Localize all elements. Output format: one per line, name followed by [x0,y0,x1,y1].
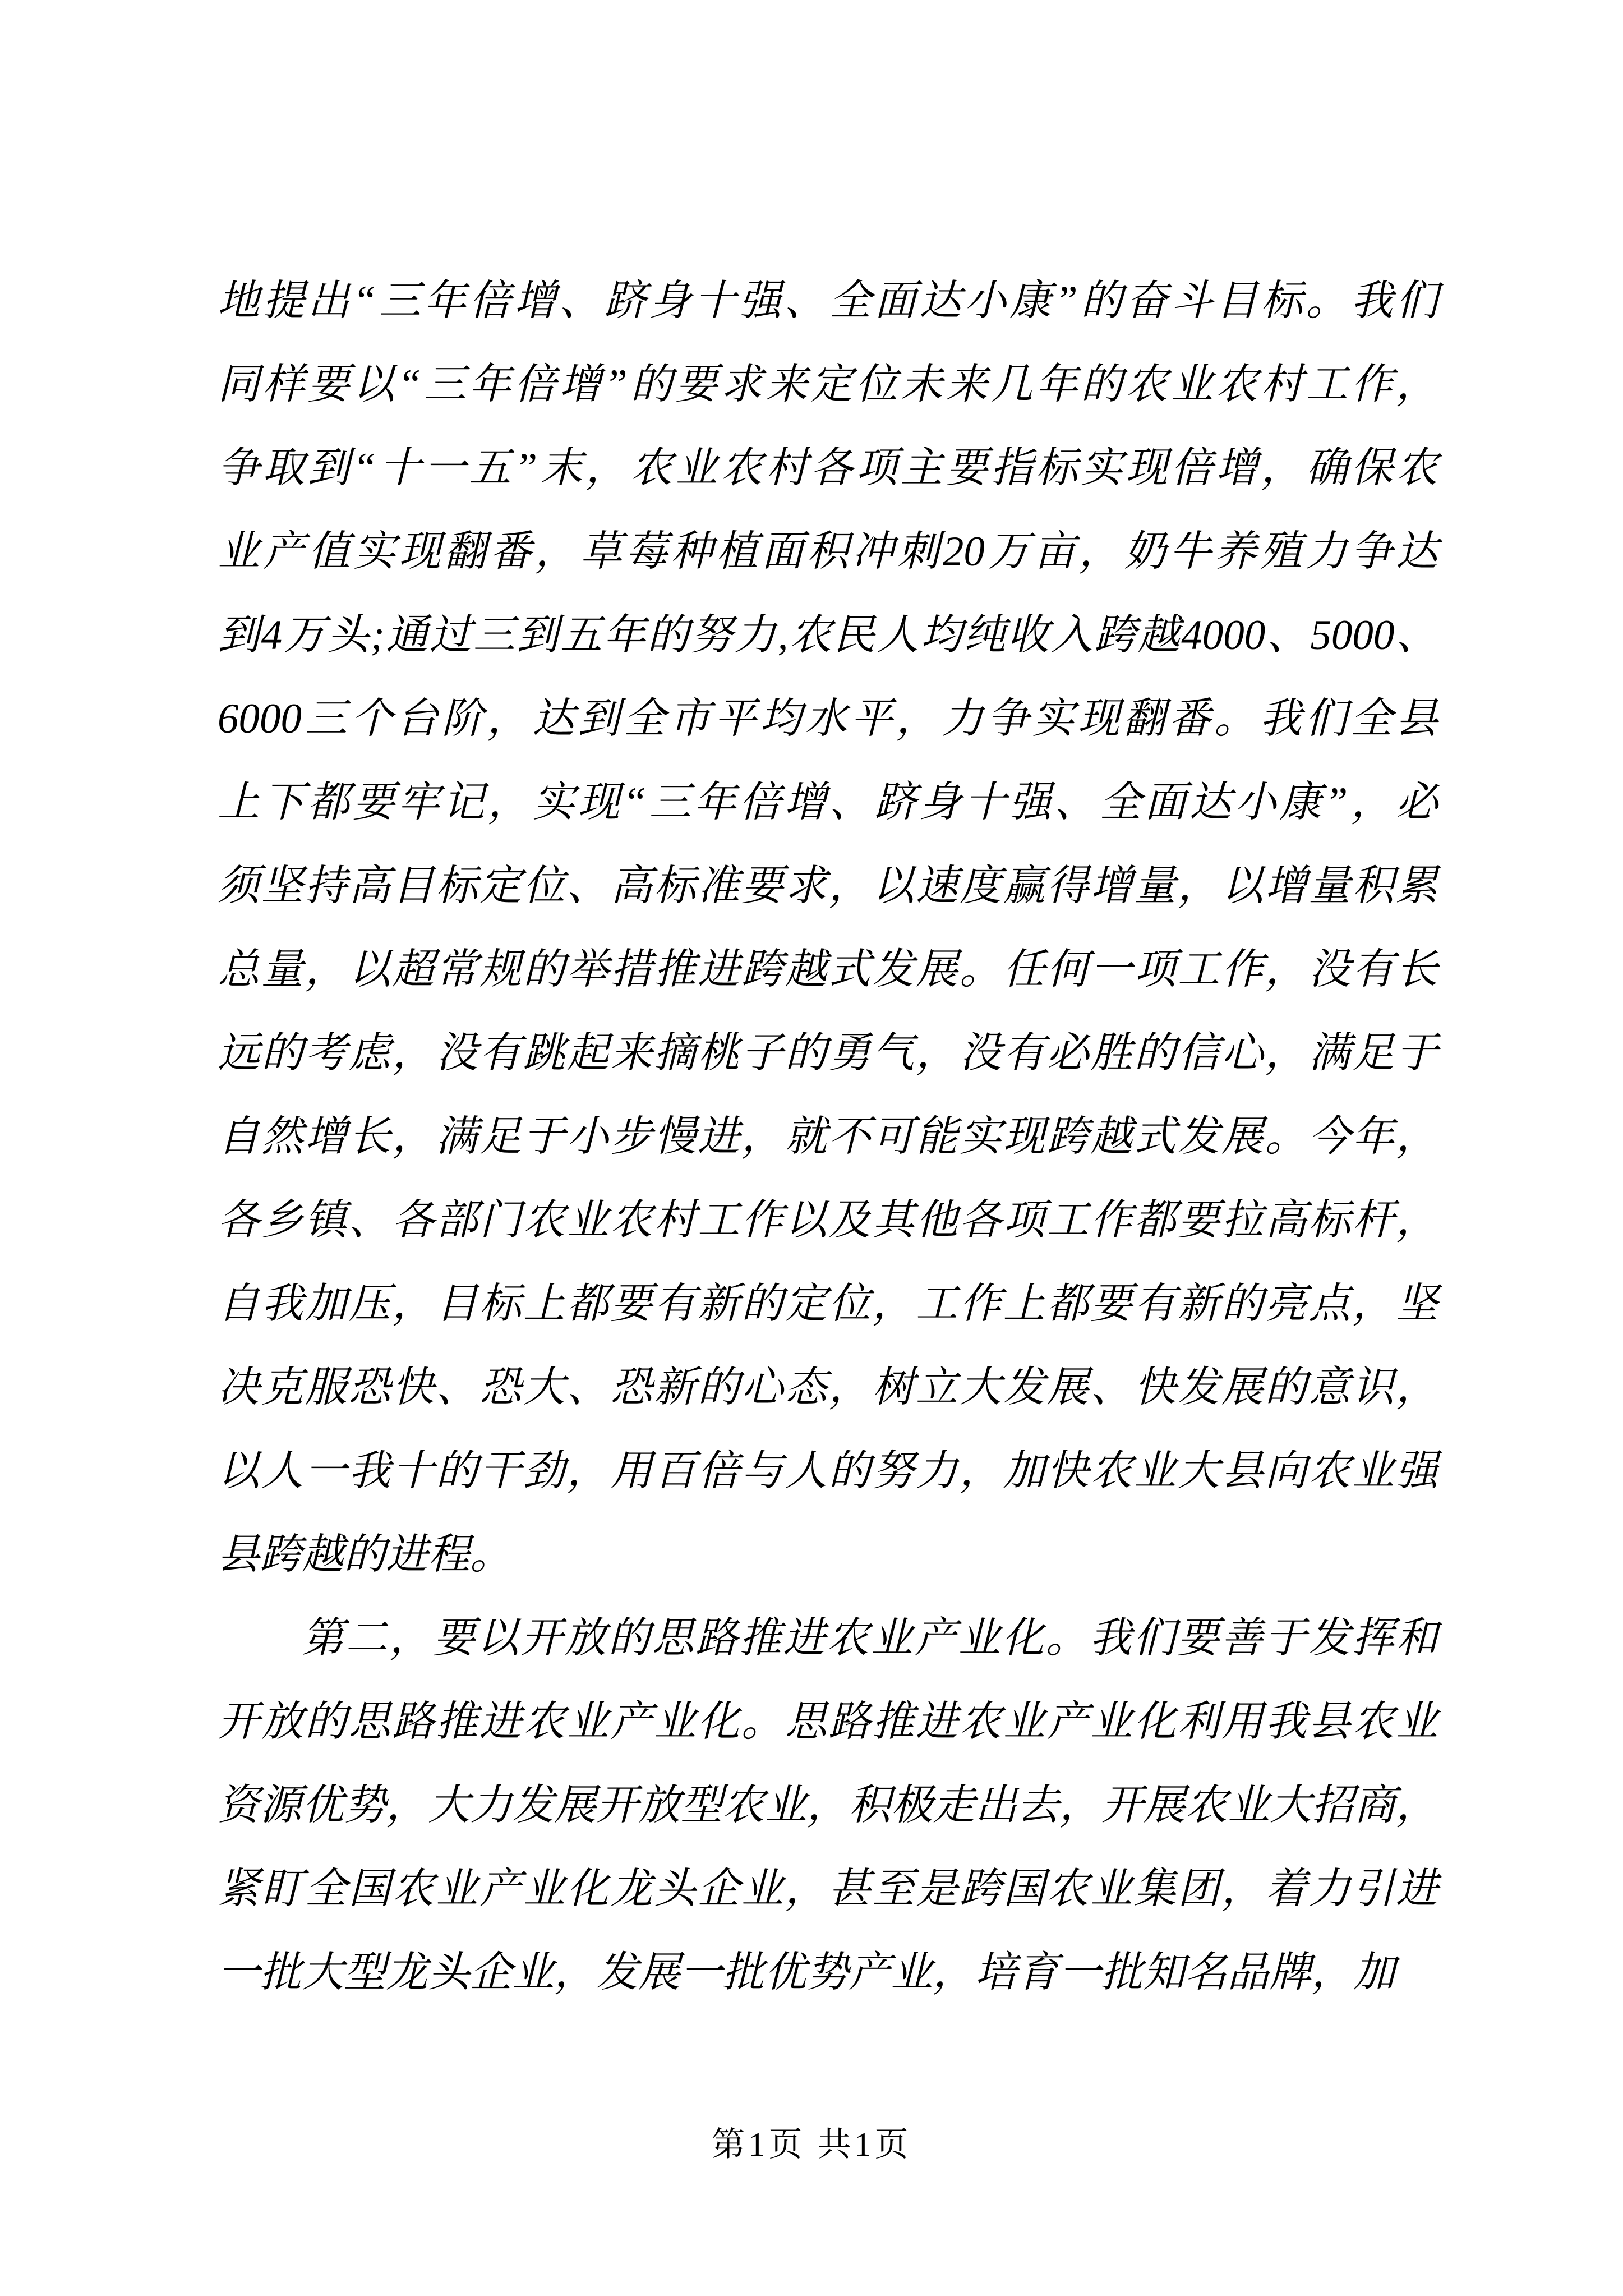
text-line: 紧盯全国农业产业化龙头企业，甚至是跨国农业集团，着力引进 [218,1866,1438,1912]
text-line: 争取到“十一五”末，农业农村各项主要指标实现倍增，确保农 [218,445,1438,491]
text-line: 上下都要牢记，实现“三年倍增、跻身十强、全面达小康”，必 [218,779,1438,826]
page-footer [0,2119,1623,2170]
text-line: 决克服恐快、恐大、恐新的心态，树立大发展、快发展的意识， [218,1364,1438,1411]
text-line: 远的考虑，没有跳起来摘桃子的勇气，没有必胜的信心，满足于 [218,1030,1438,1076]
text-line: 第二，要以开放的思路推进农业产业化。我们要善于发挥和 [302,1615,1438,1662]
text-line: 6000三个台阶，达到全市平均水平，力争实现翻番。我们全县 [218,696,1438,742]
text-line: 资源优势，大力发展开放型农业，积极走出去，开展农业大招商， [218,1782,1438,1829]
text-line: 县跨越的进程。 [218,1531,513,1578]
text-line: 开放的思路推进农业产业化。思路推进农业产业化利用我县农业 [218,1699,1438,1745]
text-line: 业产值实现翻番，草莓种植面积冲刺20万亩，奶牛养殖力争达 [218,528,1438,575]
text-line: 地提出“三年倍增、跻身十强、全面达小康”的奋斗目标。我们 [218,278,1438,324]
text-line: 自然增长，满足于小步慢进，就不可能实现跨越式发展。今年， [218,1114,1438,1160]
text-line: 以人一我十的干劲，用百倍与人的努力，加快农业大县向农业强 [218,1448,1438,1494]
text-line: 须坚持高目标定位、高标准要求，以速度赢得增量，以增量积累 [218,863,1438,909]
text-line: 一批大型龙头企业，发展一批优势产业，培育一批知名品牌，加 [218,1949,1396,1996]
text-line: 自我加压，目标上都要有新的定位，工作上都要有新的亮点，坚 [218,1281,1438,1327]
page-number-label: 第1页 共1页 [711,2126,912,2163]
text-line: 到4万头;通过三到五年的努力,农民人均纯收入跨越4000、5000、 [218,612,1438,659]
text-line: 各乡镇、各部门农业农村工作以及其他各项工作都要拉高标杆， [218,1197,1438,1244]
text-line: 同样要以“三年倍增”的要求来定位未来几年的农业农村工作， [218,361,1438,408]
document-body [218,259,1438,2014]
text-line: 总量，以超常规的举措推进跨越式发展。任何一项工作，没有长 [218,946,1438,993]
